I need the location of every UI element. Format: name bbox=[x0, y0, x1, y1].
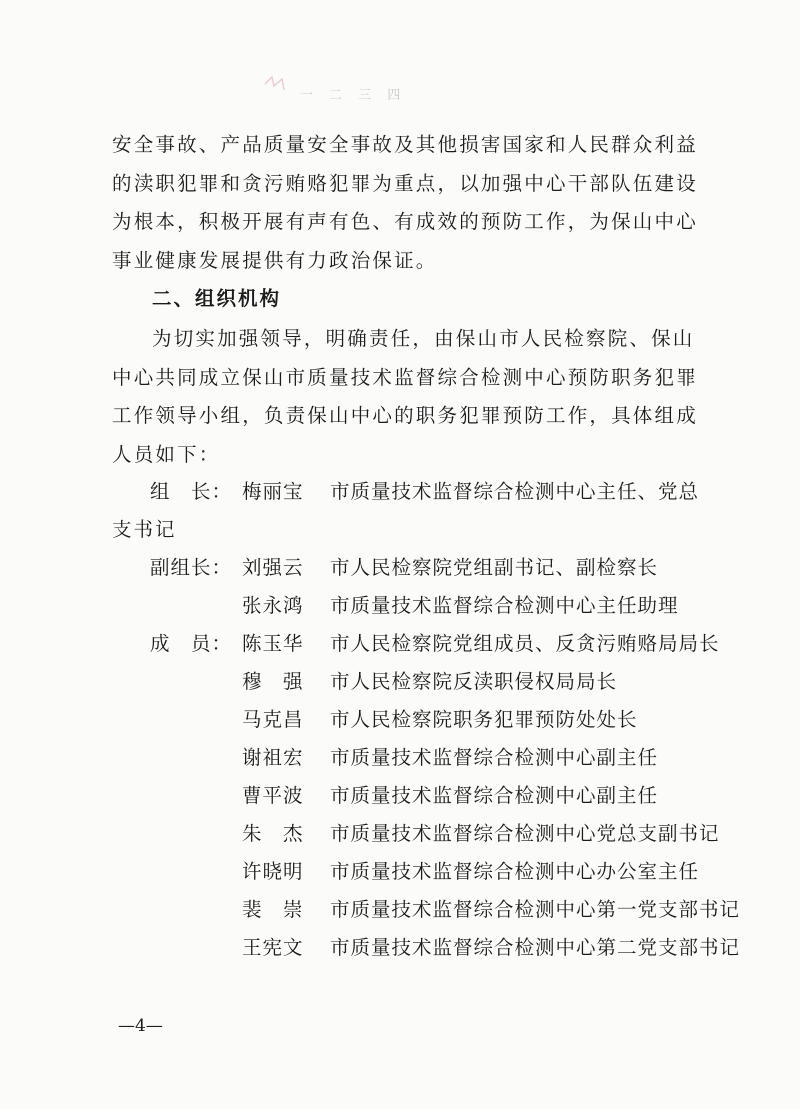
member-row bbox=[0, 666, 800, 704]
member-name: 穆 强 bbox=[242, 670, 304, 693]
member-name: 张永鸿 bbox=[242, 594, 304, 617]
member-title: 市人民检察院党组副书记、副检察长 bbox=[330, 556, 659, 579]
member-row bbox=[0, 932, 800, 970]
member-name: 梅丽宝 bbox=[242, 480, 304, 503]
faint-header-text: 一 二 三 四 bbox=[300, 88, 407, 103]
member-row bbox=[0, 894, 800, 932]
section-heading: 二、组织机构 bbox=[152, 287, 282, 310]
member-role: 组 长： bbox=[150, 480, 233, 503]
member-title: 市质量技术监督综合检测中心主任、党总 bbox=[330, 480, 700, 503]
member-title: 市质量技术监督综合检测中心第一党支部书记 bbox=[330, 898, 741, 921]
member-role: 成 员： bbox=[150, 632, 233, 655]
member-name: 朱 杰 bbox=[242, 822, 304, 845]
member-row bbox=[0, 476, 800, 514]
member-row bbox=[0, 742, 800, 780]
member-title: 市质量技术监督综合检测中心副主任 bbox=[330, 746, 659, 769]
member-title-continuation: 支书记 bbox=[112, 518, 177, 541]
member-row bbox=[0, 818, 800, 856]
member-row bbox=[0, 780, 800, 818]
member-title: 市质量技术监督综合检测中心主任助理 bbox=[330, 594, 679, 617]
member-name: 曹平波 bbox=[242, 784, 304, 807]
member-title: 市质量技术监督综合检测中心副主任 bbox=[330, 784, 659, 807]
member-name: 裴 崇 bbox=[242, 898, 304, 921]
member-name: 刘强云 bbox=[242, 556, 304, 579]
member-row bbox=[0, 704, 800, 742]
member-row bbox=[0, 628, 800, 666]
seal-mark-icon bbox=[262, 74, 286, 94]
page-number: —4— bbox=[118, 1016, 163, 1036]
member-title: 市人民检察院党组成员、反贪污贿赂局局长 bbox=[330, 632, 720, 655]
member-title: 市质量技术监督综合检测中心党总支副书记 bbox=[330, 822, 720, 845]
member-row bbox=[0, 590, 800, 628]
member-row bbox=[0, 552, 800, 590]
paragraph-intro: 安全事故、产品质量安全事故及其他损害国家和人民群众利益的渎职犯罪和贪污贿赂犯罪为重点，以加强中心干部队伍建设为根本，积极开展有声有色、有成效的预防工作，为保山中心事业健康发展提供有力政治保证。 bbox=[112, 133, 698, 272]
paragraph-organization: 为切实加强领导，明确责任，由保山市人民检察院、保山中心共同成立保山市质量技术监督综合检测中心预防职务犯罪工作领导小组，负责保山中心的职务犯罪预防工作，具体组成人员如下： bbox=[112, 327, 698, 466]
member-name: 陈玉华 bbox=[242, 632, 304, 655]
member-title: 市人民检察院职务犯罪预防处处长 bbox=[330, 708, 638, 731]
member-name: 王宪文 bbox=[242, 936, 304, 959]
member-name: 马克昌 bbox=[242, 708, 304, 731]
member-row bbox=[0, 856, 800, 894]
member-title: 市人民检察院反渎职侵权局局长 bbox=[330, 670, 618, 693]
member-name: 谢祖宏 bbox=[242, 746, 304, 769]
member-role: 副组长： bbox=[150, 556, 233, 579]
member-title: 市质量技术监督综合检测中心办公室主任 bbox=[330, 860, 700, 883]
member-name: 许晓明 bbox=[242, 860, 304, 883]
member-title: 市质量技术监督综合检测中心第二党支部书记 bbox=[330, 936, 741, 959]
